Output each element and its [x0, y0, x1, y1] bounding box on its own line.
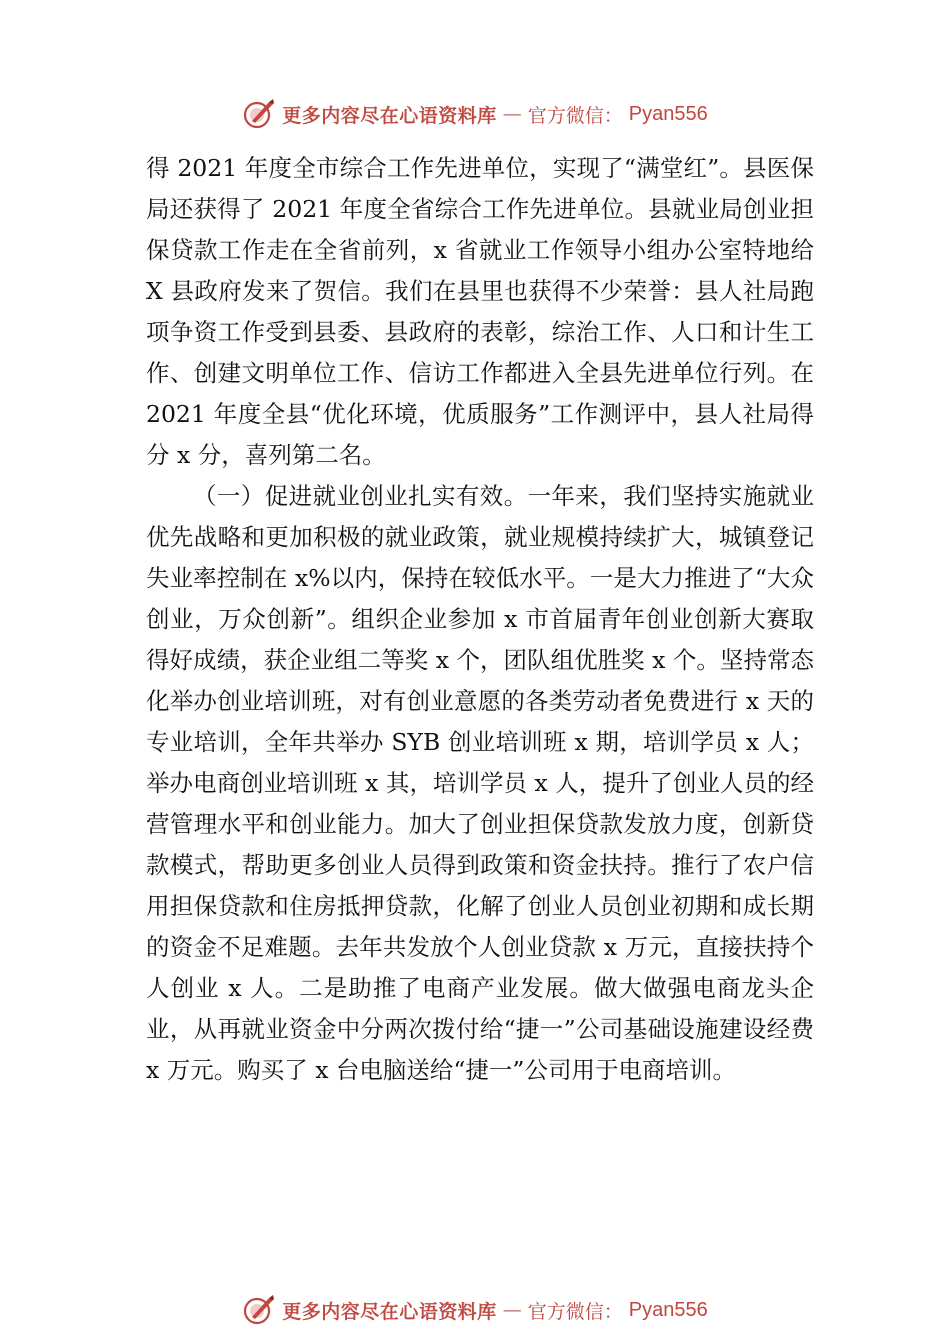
- watermark-text: 更多内容尽在心语资料库: [282, 104, 497, 127]
- footer-watermark: [0, 1290, 950, 1330]
- watermark-contact-label: 官方微信：: [527, 104, 623, 127]
- document-body: [146, 148, 814, 1091]
- quill-seal-icon: [242, 97, 276, 131]
- watermark-separator: —: [502, 1299, 522, 1321]
- watermark-text: 更多内容尽在心语资料库: [282, 1300, 497, 1323]
- quill-seal-icon: [242, 1293, 276, 1327]
- watermark-contact-id: Pyan556: [628, 102, 708, 125]
- watermark-contact-label: 官方微信：: [527, 1300, 623, 1323]
- paragraph-employment: （一）促进就业创业扎实有效。一年来，我们坚持实施就业优先战略和更加积极的就业政策，就业规模持续扩大，城镇登记失业率控制在 x%以内，保持在较低水平。一是大力推进了“大众创业，万众创新”。组织企业参加 x 市首届青年创业创新大赛取得好成绩，获企业组二等奖 x 个，团队组优胜奖 x 个。坚持常态化举办创业培训班，对有创业意愿的各类劳动者免费进行 x 天的专业培训，全年共举办 SYB 创业培训班 x 期，培训学员 x 人；举办电商创业培训班 x 其，培训学员 x 人，提升了创业人员的经营管理水平和创业能力。加大了创业担保贷款发放力度，创新贷款模式，帮助更多创业人员得到政策和资金扶持。推行了农户信用担保贷款和住房抵押贷款，化解了创业人员创业初期和成长期的资金不足难题。去年共发放个人创业贷款 x 万元，直接扶持个人创业 x 人。二是助推了电商产业发展。做大做强电商龙头企业，从再就业资金中分两次拨付给“捷一”公司基础设施建设经费 x 万元。购买了 x 台电脑送给“捷一”公司用于电商培训。: [146, 482, 814, 1084]
- header-watermark: [0, 94, 950, 134]
- watermark-contact-id: Pyan556: [628, 1298, 708, 1321]
- paragraph-achievements: 得 2021 年度全市综合工作先进单位，实现了“满堂红”。县医保局还获得了 2021 年度全省综合工作先进单位。县就业局创业担保贷款工作走在全省前列，x 省就业工作领导小组办公室特地给 X 县政府发来了贺信。我们在县里也获得不少荣誉：县人社局跑项争资工作受到县委、县政府的表彰，综治工作、人口和计生工作、创建文明单位工作、信访工作都进入全县先进单位行列。在 2021 年度全县“优化环境，优质服务”工作测评中，县人社局得分 x 分，喜列第二名。: [146, 154, 814, 469]
- watermark-separator: —: [502, 103, 522, 125]
